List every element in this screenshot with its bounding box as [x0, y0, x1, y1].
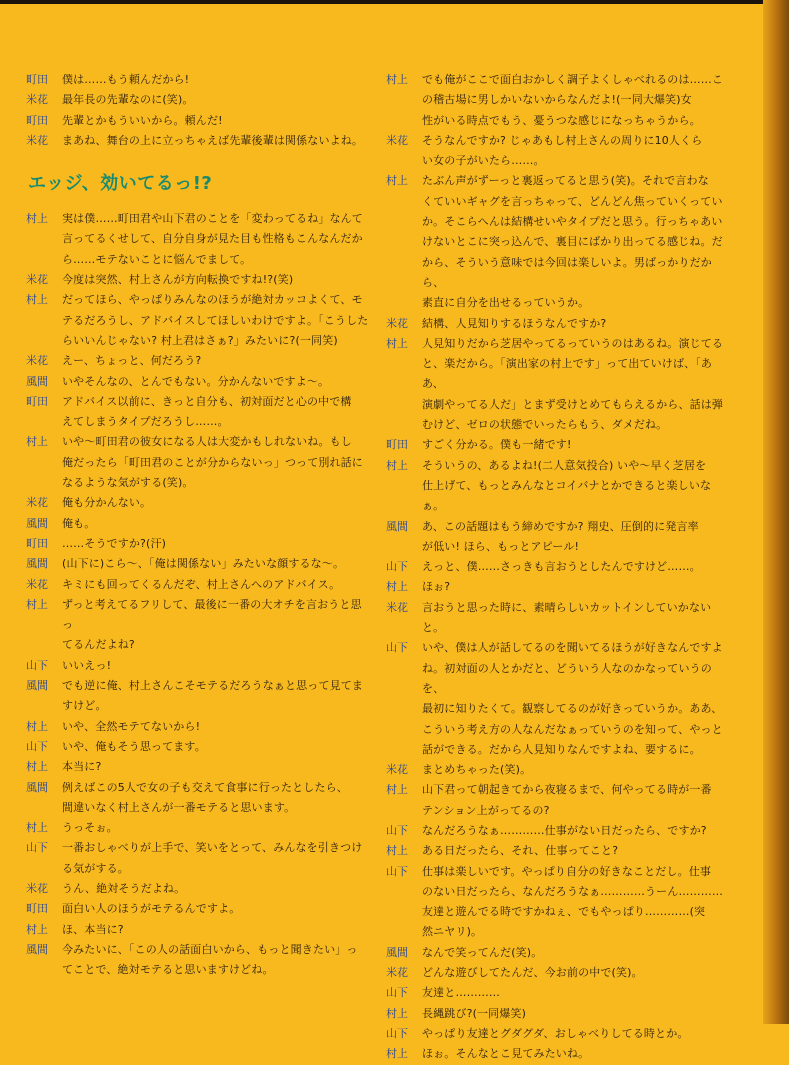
text-line: くていいギャグを言っちゃって、どんどん焦っていくってい — [422, 194, 723, 208]
text-line: のない日だったら、なんだろうなぁ…………うーん………… — [422, 884, 724, 898]
utterance — [62, 879, 370, 899]
utterance — [62, 372, 370, 392]
speaker-name: 村上 — [386, 1047, 408, 1061]
utterance — [422, 598, 730, 639]
dialogue-line — [386, 963, 730, 983]
speaker-name: 山下 — [26, 658, 48, 672]
text-line: い女の子がいたら……。 — [422, 154, 545, 168]
text-line: うっそぉ。 — [62, 821, 118, 835]
utterance — [422, 557, 730, 577]
speaker-name: 村上 — [386, 1006, 408, 1020]
text-line: 結構、人見知りするほうなんですか? — [422, 316, 607, 330]
speaker-name: 村上 — [26, 435, 48, 449]
text-line: ら……モテないことに悩んでまして。 — [62, 252, 252, 266]
utterance — [62, 940, 370, 981]
text-line: 然ニヤリ)。 — [422, 925, 483, 939]
speaker-name: 町田 — [26, 113, 48, 127]
text-line: 人見知りだから芝居やってるっていうのはあるね。演じてる — [422, 336, 724, 350]
text-line: ……そうですか?(汗) — [62, 536, 167, 550]
text-line: 山下君って朝起きてから夜寝るまで、何やってる時が一番 — [422, 783, 712, 797]
speaker-name: 米花 — [386, 763, 408, 777]
dialogue-line — [386, 557, 730, 577]
utterance — [422, 70, 730, 131]
speaker-name: 村上 — [386, 580, 408, 594]
text-line: 素直に自分を出せるっていうか。 — [422, 296, 590, 310]
text-line: うん、絶対そうだよね。 — [62, 881, 186, 895]
utterance — [62, 737, 370, 757]
dialogue-line — [386, 862, 730, 943]
text-line: 面白い人のほうがモテるんですよ。 — [62, 902, 241, 916]
utterance — [62, 534, 370, 554]
utterance — [62, 70, 370, 90]
speaker-name: 村上 — [26, 293, 48, 307]
speaker-name: 町田 — [26, 902, 48, 916]
text-line: 最初に知りたくて。観察してるのが好きっていうか。ああ、 — [422, 702, 723, 716]
dialogue-line — [386, 314, 730, 334]
text-line: 一番おしゃべりが上手で、笑いをとって、みんなを引きつけ — [62, 841, 363, 855]
text-line: テるだろうし、アドバイスしてほしいわけですよ。「こうした — [62, 313, 369, 327]
utterance — [62, 757, 370, 777]
text-line: ね。初対面の人とかだと、どういう人なのかなっていうのを、 — [422, 661, 712, 695]
speaker-name: 山下 — [386, 864, 408, 878]
utterance — [62, 554, 370, 574]
speaker-name: 山下 — [26, 841, 48, 855]
utterance — [422, 517, 730, 558]
dialogue-block-right — [386, 70, 730, 1065]
speaker-name: 風間 — [26, 516, 48, 530]
dialogue-line — [26, 879, 370, 899]
utterance — [62, 778, 370, 819]
utterance — [422, 131, 730, 172]
dialogue-line — [26, 656, 370, 676]
utterance — [62, 575, 370, 595]
dialogue-line — [26, 554, 370, 574]
utterance — [422, 456, 730, 517]
dialogue-line — [26, 676, 370, 717]
text-line: でも逆に俺、村上さんこそモテるだろうなぁと思って見てま — [62, 679, 364, 693]
dialogue-line — [386, 70, 730, 131]
dialogue-line — [26, 920, 370, 940]
utterance — [422, 1024, 730, 1044]
dialogue-line — [26, 270, 370, 290]
speaker-name: 町田 — [26, 394, 48, 408]
text-line: そうなんですか? じゃあもし村上さんの周りに10人くら — [422, 133, 703, 147]
utterance — [422, 963, 730, 983]
speaker-name: 米花 — [26, 577, 48, 591]
utterance — [62, 595, 370, 656]
text-line: る気がする。 — [62, 861, 129, 875]
text-line: いやそんなの、とんでもない。分かんないですよ～。 — [62, 374, 330, 388]
text-line: ほぉ? — [422, 580, 451, 594]
text-line: 演劇やってる人だ」とまず受けとめてもらえるから、話は弾 — [422, 397, 724, 411]
text-line: 友達と………… — [422, 986, 501, 1000]
dialogue-line — [26, 940, 370, 981]
dialogue-line — [26, 111, 370, 131]
text-line: か。そこらへんは結構せいやタイプだと思う。行っちゃあい — [422, 215, 723, 229]
text-line: 俺も。 — [62, 516, 96, 530]
text-line: 僕は……もう頼んだから! — [62, 73, 190, 86]
utterance — [422, 1004, 730, 1024]
dialogue-line — [26, 838, 370, 879]
dialogue-line — [386, 1044, 730, 1064]
text-line: 本当に? — [62, 760, 102, 774]
utterance — [422, 943, 730, 963]
utterance — [62, 656, 370, 676]
text-line: たぶん声がずーっと裏返ってると思う(笑)。それで言わな — [422, 174, 709, 188]
text-line: いや、全然モテてないから! — [62, 719, 201, 733]
utterance — [422, 862, 730, 943]
text-line: ほ、本当に? — [62, 922, 124, 936]
dialogue-line — [386, 456, 730, 517]
text-line: 仕事は楽しいです。やっぱり自分の好きなことだし。仕事 — [422, 864, 712, 878]
text-line: 友達と遊んでる時ですかねぇ、でもやっぱり…………(突 — [422, 905, 706, 919]
text-line: どんな遊びしてたんだ、今お前の中で(笑)。 — [422, 966, 643, 980]
dialogue-line — [26, 351, 370, 371]
dialogue-block-top — [26, 70, 370, 151]
text-line: 例えばこの5人で女の子も交えて食事に行ったとしたら、 — [62, 780, 348, 794]
speaker-name: 町田 — [26, 73, 48, 86]
text-line: えー、ちょっと、何だろう? — [62, 354, 202, 368]
text-line: まとめちゃった(笑)。 — [422, 763, 532, 777]
speaker-name: 米花 — [26, 496, 48, 510]
utterance — [422, 780, 730, 821]
utterance — [62, 90, 370, 110]
text-line: えっと、僕……さっきも言おうとしたんですけど……。 — [422, 560, 701, 574]
speaker-name: 風間 — [26, 679, 48, 693]
text-line: すけど。 — [62, 699, 107, 713]
speaker-name: 山下 — [386, 1026, 408, 1040]
speaker-name: 風間 — [386, 945, 408, 959]
text-line: なんだろうなぁ…………仕事がない日だったら、ですか? — [422, 823, 707, 837]
text-line: いや、僕は人が話してるのを聞いてるほうが好きなんですよ — [422, 641, 723, 655]
dialogue-line — [26, 595, 370, 656]
speaker-name: 風間 — [26, 557, 48, 571]
text-line: あ、この話題はもう締めですか? 翔史、圧倒的に発言率 — [422, 519, 699, 533]
text-line: いや～町田君の彼女になる人は大変かもしれないね。もし — [62, 435, 352, 449]
text-line: キミにも回ってくるんだぞ、村上さんへのアドバイス。 — [62, 577, 341, 591]
utterance — [422, 841, 730, 861]
utterance — [62, 717, 370, 737]
dialogue-line — [26, 514, 370, 534]
text-line: が低い! ほら、もっとアピール! — [422, 539, 580, 553]
dialogue-line — [386, 598, 730, 639]
utterance — [422, 983, 730, 1003]
speaker-name: 村上 — [26, 719, 48, 733]
utterance — [62, 111, 370, 131]
speaker-name: 風間 — [386, 519, 408, 533]
text-line: アドバイス以前に、きっと自分も、初対面だと心の中で構 — [62, 394, 352, 408]
utterance — [422, 334, 730, 435]
speaker-name: 山下 — [386, 560, 408, 574]
section-heading: エッジ、効いてるっ!? — [28, 173, 213, 195]
utterance — [62, 392, 370, 433]
dialogue-line — [386, 780, 730, 821]
utterance — [422, 577, 730, 597]
dialogue-line — [386, 1024, 730, 1044]
dialogue-line — [26, 717, 370, 737]
speaker-name: 町田 — [386, 438, 408, 452]
dialogue-line — [386, 435, 730, 455]
dialogue-line — [386, 760, 730, 780]
text-line: でも俺がここで面白おかしく調子よくしゃべれるのは……こ — [422, 73, 724, 86]
text-line: なるような気がする(笑)。 — [62, 476, 194, 490]
dialogue-line — [386, 638, 730, 760]
utterance — [62, 131, 370, 151]
text-line: 間違いなく村上さんが一番モテると思います。 — [62, 800, 296, 814]
utterance — [422, 1044, 730, 1064]
utterance — [62, 290, 370, 351]
speaker-name: 村上 — [386, 73, 408, 86]
text-line: ほぉ。そんなとこ見てみたいね。 — [422, 1047, 590, 1061]
speaker-name: 村上 — [26, 212, 48, 226]
utterance — [422, 760, 730, 780]
text-line: すごく分かる。僕も一緒です! — [422, 438, 572, 452]
dialogue-line — [26, 493, 370, 513]
dialogue-line — [26, 131, 370, 151]
left-column — [26, 70, 370, 980]
text-line: まあね、舞台の上に立っちゃえば先輩後輩は関係ないよね。 — [62, 133, 364, 147]
speaker-name: 米花 — [386, 133, 408, 147]
speaker-name: 風間 — [26, 374, 48, 388]
dialogue-line — [26, 899, 370, 919]
dialogue-line — [26, 534, 370, 554]
utterance — [62, 270, 370, 290]
speaker-name: 米花 — [26, 881, 48, 895]
text-line: らいいんじゃない? 村上君はさぁ?」みたいに?(一同笑) — [62, 333, 338, 347]
utterance — [422, 821, 730, 841]
speaker-name: 村上 — [26, 922, 48, 936]
text-line: 俺も分かんない。 — [62, 496, 152, 510]
dialogue-block-bottom — [26, 209, 370, 980]
dialogue-line — [26, 290, 370, 351]
dialogue-line — [386, 334, 730, 435]
dialogue-line — [26, 372, 370, 392]
text-line: テンション上がってるの? — [422, 803, 550, 817]
text-line: 言ってるくせして、自分自身が見た目も性格もこんなんだか — [62, 232, 363, 246]
text-line: やっぱり友達とグダグダ、おしゃべりしてる時とか。 — [422, 1026, 689, 1040]
speaker-name: 風間 — [26, 780, 48, 794]
speaker-name: 米花 — [26, 133, 48, 147]
speaker-name: 米花 — [26, 93, 48, 107]
dialogue-line — [386, 983, 730, 1003]
dialogue-line — [26, 778, 370, 819]
speaker-name: 米花 — [26, 273, 48, 287]
utterance — [422, 314, 730, 334]
dialogue-line — [26, 209, 370, 270]
dialogue-line — [26, 432, 370, 493]
utterance — [62, 838, 370, 879]
text-line: 最年長の先輩なのに(笑)。 — [62, 93, 194, 107]
speaker-name: 米花 — [26, 354, 48, 368]
utterance — [62, 351, 370, 371]
dialogue-line — [386, 171, 730, 313]
utterance — [62, 432, 370, 493]
dialogue-line — [26, 90, 370, 110]
speaker-name: 村上 — [26, 821, 48, 835]
text-line: 先輩とかもういいから。頼んだ! — [62, 113, 223, 127]
dialogue-line — [386, 517, 730, 558]
speaker-name: 山下 — [26, 739, 48, 753]
utterance — [62, 514, 370, 534]
text-line: ずっと考えてるフリして、最後に一番の大オチを言おうと思っ — [62, 597, 362, 632]
text-line: ある日だったら、それ、仕事ってこと? — [422, 844, 619, 858]
text-line: 長縄跳び?(一同爆笑) — [422, 1006, 527, 1020]
dialogue-line — [26, 70, 370, 90]
dialogue-line — [386, 577, 730, 597]
text-line: から、そういう意味では今回は楽しいよ。男ばっかりだから、 — [422, 255, 712, 289]
dialogue-line — [26, 575, 370, 595]
utterance — [62, 899, 370, 919]
text-line: 実は僕……町田君や山下君のことを「変わってるね」なんて — [62, 212, 363, 226]
text-line: だってほら、やっぱりみんなのほうが絶対カッコよくて、モ — [62, 293, 363, 307]
text-line: 話ができる。だから人見知りなんですよね、要するに。 — [422, 742, 701, 756]
top-edge — [0, 0, 789, 4]
dialogue-line — [26, 757, 370, 777]
text-line: てことで、絶対モテると思いますけどね。 — [62, 963, 274, 977]
text-line: の稽古場に男しかいないからなんだよ!(一同大爆笑)女 — [422, 93, 692, 107]
text-line: いや、俺もそう思ってます。 — [62, 739, 206, 753]
speaker-name: 町田 — [26, 536, 48, 550]
text-line: 言おうと思った時に、素晴らしいカットインしていかないと。 — [422, 600, 712, 635]
dialogue-line — [26, 818, 370, 838]
text-line: 今度は突然、村上さんが方向転換ですね!?(笑) — [62, 273, 294, 287]
text-line: こういう考え方の人なんだなぁっていうのを知って、やっと — [422, 722, 723, 736]
speaker-name: 村上 — [386, 783, 408, 797]
text-line: 仕上げて、もっとみんなとコイバナとかできると楽しいなぁ。 — [422, 478, 712, 513]
dialogue-line — [386, 943, 730, 963]
text-line: と、楽だから。「演出家の村上です」って出ていけば、「ああ、 — [422, 357, 713, 391]
dialogue-line — [386, 841, 730, 861]
utterance — [62, 818, 370, 838]
speaker-name: 村上 — [26, 597, 48, 611]
text-line: 俺だったら「町田君のことが分からないっ」つって別れ話に — [62, 455, 363, 469]
utterance — [62, 209, 370, 270]
speaker-name: 村上 — [386, 336, 408, 350]
text-line: てるんだよね? — [62, 638, 135, 652]
speaker-name: 村上 — [386, 844, 408, 858]
utterance — [422, 171, 730, 313]
dialogue-line — [386, 821, 730, 841]
text-line: いいえっ! — [62, 658, 112, 672]
text-line: そういうの、あるよね!(二人意気投合) いや～早く芝居を — [422, 458, 707, 472]
text-line: 今みたいに、「この人の話面白いから、もっと聞きたい」っ — [62, 942, 358, 956]
speaker-name: 米花 — [386, 600, 408, 614]
speaker-name: 山下 — [386, 641, 408, 655]
speaker-name: 米花 — [386, 316, 408, 330]
speaker-name: 村上 — [26, 760, 48, 774]
page-spine-shadow — [763, 0, 789, 1024]
text-line: けないとこに突っ込んで、裏目にばかり出ってる感じね。だ — [422, 235, 723, 249]
text-line: (山下に)こら～、「俺は関係ない」みたいな顔するな～。 — [62, 557, 345, 571]
speaker-name: 山下 — [386, 823, 408, 837]
speaker-name: 米花 — [386, 966, 408, 980]
utterance — [422, 638, 730, 760]
utterance — [422, 435, 730, 455]
speaker-name: 山下 — [386, 986, 408, 1000]
utterance — [62, 493, 370, 513]
speaker-name: 村上 — [386, 174, 408, 188]
speaker-name: 村上 — [386, 458, 408, 472]
utterance — [62, 920, 370, 940]
text-line: なんで笑ってんだ(笑)。 — [422, 945, 543, 959]
dialogue-line — [386, 131, 730, 172]
text-line: むけど、ゼロの状態でいったらもう、ダメだね。 — [422, 418, 668, 432]
dialogue-line — [26, 392, 370, 433]
right-column — [386, 70, 730, 1065]
text-line: えてしまうタイプだろうし……。 — [62, 415, 229, 429]
dialogue-line — [386, 1004, 730, 1024]
speaker-name: 風間 — [26, 942, 48, 956]
utterance — [62, 676, 370, 717]
text-line: 性がいる時点でもう、憂うつな感じになっちゃうから。 — [422, 113, 701, 127]
dialogue-line — [26, 737, 370, 757]
